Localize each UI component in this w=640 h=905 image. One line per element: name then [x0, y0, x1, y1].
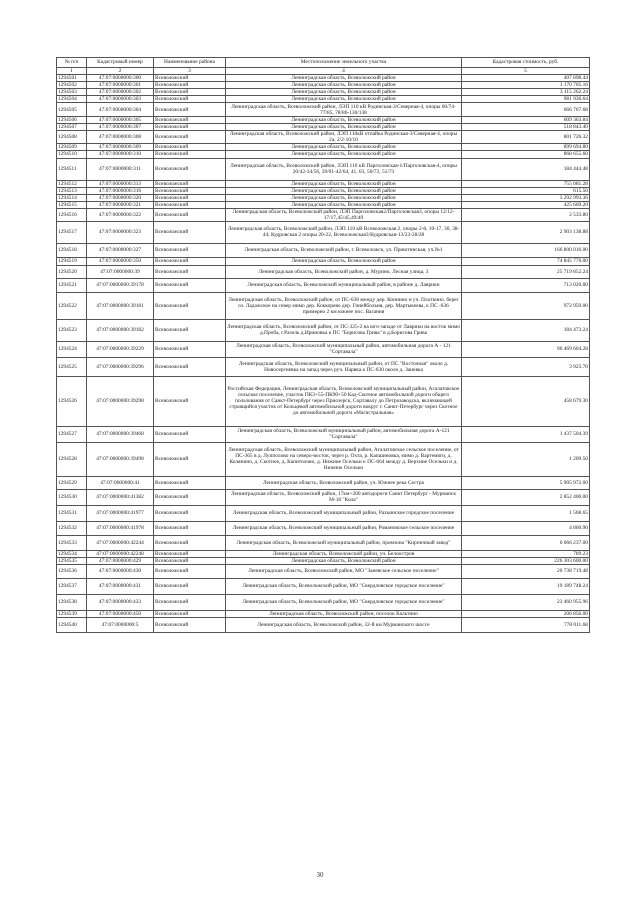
location: Ленинградская область, Всеволожский муниципальный район, промзона "Кирпичный завод" [226, 535, 462, 550]
cadastral-number: 47:07:0000000:313 [87, 180, 154, 187]
cadastral-number: 47:07:0000000:327 [87, 243, 154, 257]
district-name: Всеволожский [154, 564, 226, 578]
cadastral-value: 789.23 [462, 550, 590, 557]
location: Ленинградская область, Всеволожский район, г. Всеволожск, ул. Приютинская, уч.№1 [226, 243, 462, 257]
row-number: 1294518 [57, 243, 87, 257]
row-number: 1294502 [57, 82, 87, 89]
location: Ленинградская область, Всеволожский район, ЛЭП 110 кВ Всеволожская 2, опоры 2-8, 10-17, 30, 38-44; Кудровская 2 опоры 20-22, Всеволожская3/Кудровская-13/23-28/28 [226, 221, 462, 243]
location: Ленинградская область, Всеволожский район [226, 82, 462, 89]
district-name: Всеволожский [154, 75, 226, 82]
table-row [57, 557, 590, 564]
cadastral-value: 19 189 748.24 [462, 578, 590, 594]
cadastral-number: 47:07:0000000:429 [87, 557, 154, 564]
table-row [57, 617, 590, 632]
cadastral-value: 5 905 972.00 [462, 476, 590, 489]
cadastral-number: 47:07:0000000:323 [87, 221, 154, 243]
district-name: Всеволожский [154, 265, 226, 278]
cadastral-value: 801 726.32 [462, 131, 590, 144]
location: Ленинградская область, Всеволожский район [226, 557, 462, 564]
table-row [57, 489, 590, 505]
cadastral-number: 47:07:0000000:450 [87, 610, 154, 617]
row-number: 1294511 [57, 158, 87, 180]
cadastral-number: 47:07:0000000:304 [87, 103, 154, 117]
location: Ленинградская область, Всеволожский район [226, 187, 462, 194]
cadastral-value: 226 303 600.00 [462, 557, 590, 564]
cadastral-value: 1 170 705.16 [462, 82, 590, 89]
district-name: Всеволожский [154, 221, 226, 243]
location: Ленинградская область, Всеволожский район, от ПС-638 между дер. Коннино и уч. Плоткино, берег оз. Ладожское на север мимо дер. Коккорево дер. Гинейбольня, дер. Мартыкеева, к ПС -636 примерно 2 км южнее пос. Вагания [226, 292, 462, 319]
district-name: Всеволожский [154, 96, 226, 103]
cadastral-number: 47:07:0000000:39181 [87, 292, 154, 319]
table-row [57, 550, 590, 557]
district-name: Всеволожский [154, 257, 226, 265]
location: Ленинградская область, Всеволожский район, МО "Свердловское городское поселение" [226, 594, 462, 610]
location: Ленинградская область, Всеволожский муниципальный район, автомобильная дорога А-121 "Сортавала" [226, 426, 462, 442]
table-row [57, 221, 590, 243]
cadastral-number: 47:07:0000000:301 [87, 82, 154, 89]
cadastral-value: 868 655.60 [462, 151, 590, 158]
row-number: 1294526 [57, 376, 87, 426]
cadastral-number: 47:07:0000000:41978 [87, 521, 154, 535]
location: Ленинградская область, Всеволожский муниципальный район, Рахьинское городское поселение [226, 505, 462, 521]
row-number: 1294532 [57, 521, 87, 535]
row-number: 1294517 [57, 221, 87, 243]
location: Ленинградская область, Всеволожский район, уч. Южнее река Сестра [226, 476, 462, 489]
table-row [57, 376, 590, 426]
cadastral-value: 20 738 719.48 [462, 564, 590, 578]
header-cell: Кадастровый номер [87, 58, 154, 68]
row-number: 1294534 [57, 550, 87, 557]
district-name: Всеволожский [154, 550, 226, 557]
column-number: 5 [462, 68, 590, 75]
location: Ленинградская область, Всеволожский муниципальный район, в районе д. Лаврики [226, 278, 462, 292]
cadastral-number: 47:07:0000000:41382 [87, 489, 154, 505]
cadastral-value: 755 081.28 [462, 180, 590, 187]
district-name: Всеволожский [154, 124, 226, 131]
location: Ленинградская область, Всеволожский муниципальный район, автомобильная дорога А - 121 "Сортавала" [226, 341, 462, 357]
location: Ленинградская область, Всеволожский район, от ПС-325-2 на юго-западе от Лаврики на восток мимо д.Проба, г.Разоль д.Ириновка к ПС "Борисова Грива" в д.Борисова Грива [226, 319, 462, 341]
district-name: Всеволожский [154, 151, 226, 158]
row-number: 1294528 [57, 442, 87, 476]
table-row [57, 201, 590, 208]
table-row [57, 278, 590, 292]
cadastral-value: 1 209.50 [462, 442, 590, 476]
cadastral-value: 1 568.65 [462, 505, 590, 521]
cadastral-value: 3 115 262.24 [462, 89, 590, 96]
row-number: 1294507 [57, 124, 87, 131]
location: Ленинградская область, Всеволожский район [226, 201, 462, 208]
row-number: 1294522 [57, 292, 87, 319]
cadastral-value: 407 898.44 [462, 75, 590, 82]
row-number: 1294513 [57, 187, 87, 194]
location: Ленинградская область, Всеволожский район [226, 89, 462, 96]
cadastral-number: 47:07:0000000:300 [87, 75, 154, 82]
row-number: 1294525 [57, 357, 87, 376]
table-row [57, 319, 590, 341]
district-name: Всеволожский [154, 187, 226, 194]
cadastral-number: 47:07:0000000:39468 [87, 426, 154, 442]
table-row [57, 124, 590, 131]
row-number: 1294523 [57, 319, 87, 341]
cadastral-value: 778 011.68 [462, 617, 590, 632]
location: Ленинградская область, Всеволожский район, ЛЭП Парголовская2/Парголовская3, опоры 12/12-17/17,45/45,49/49 [226, 208, 462, 221]
cadastral-number: 47:07:0000000:5 [87, 617, 154, 632]
location: Ленинградская область, Всеволожский район [226, 96, 462, 103]
location: Ленинградская область, Всеволожский район, ЛЭП 110 кВ Парголовская-1/Парголовская-4, опоры 20/42-34/56, 39/61-42/64, 41, 63, 50/72, 51/73 [226, 158, 462, 180]
cadastral-number: 47:07:0000000:42248 [87, 550, 154, 557]
row-number: 1294537 [57, 578, 87, 594]
cadastral-value: 74 845 776.00 [462, 257, 590, 265]
table-row [57, 144, 590, 151]
table-row [57, 194, 590, 201]
cadastral-number: 47:07:0000000:303 [87, 96, 154, 103]
table-row [57, 96, 590, 103]
row-number: 1294503 [57, 89, 87, 96]
cadastral-value: 2 903 138.88 [462, 221, 590, 243]
table-row [57, 594, 590, 610]
location: Ленинградская область, Всеволожский муниципальный район, Романовское сельское поселение [226, 521, 462, 535]
location: Ленинградская область, Всеволожский район [226, 180, 462, 187]
cadastral-number: 47:07:0000000:433 [87, 594, 154, 610]
table-body [57, 75, 590, 633]
table-row [57, 180, 590, 187]
table-row [57, 521, 590, 535]
row-number: 1294510 [57, 151, 87, 158]
cadastral-value: 3 923.70 [462, 357, 590, 376]
cadastral-value: 713 020.00 [462, 278, 590, 292]
district-name: Всеволожский [154, 521, 226, 535]
location: Ленинградская область, Всеволожский район, МО "Свердловское городское поселение" [226, 578, 462, 594]
location: Ленинградская область, Всеволожский район, поселок Кальтино [226, 610, 462, 617]
location: Ленинградская область, Всеволожский район [226, 124, 462, 131]
table-row [57, 505, 590, 521]
district-name: Всеволожский [154, 376, 226, 426]
row-number: 1294529 [57, 476, 87, 489]
district-name: Всеволожский [154, 201, 226, 208]
column-number: 2 [87, 68, 154, 75]
cadastral-number: 47:07:0000000:310 [87, 151, 154, 158]
cadastral-number: 47:07:0000000:309 [87, 144, 154, 151]
district-name: Всеволожский [154, 131, 226, 144]
location: Ленинградская область, Всеволожский район [226, 75, 462, 82]
district-name: Всеволожский [154, 278, 226, 292]
table-row [57, 426, 590, 442]
row-number: 1294509 [57, 144, 87, 151]
cadastral-value: 4 860.90 [462, 521, 590, 535]
row-number: 1294519 [57, 257, 87, 265]
table-row [57, 341, 590, 357]
cadastral-value: 458 679.30 [462, 376, 590, 426]
district-name: Всеволожский [154, 158, 226, 180]
location: Российская Федерация, Ленинградская область, Всеволожский муниципальный район, Агалатовское сельское поселение, участок ПК3+55-ПК90+50 Кад-Скотное автомобильной дороги общего пользования от Санкт-Петербург через Приозерск, Сортавалу до Петрозаводска, включающей строящийся участок от Кольцевой автомобильной дороги вокруг г. Санкт-Петербург через Скотное до автомобильной дороги «Магистральная» [226, 376, 462, 426]
row-number: 1294531 [57, 505, 87, 521]
table-row [57, 243, 590, 257]
cadastral-number: 47:07:0000000:41977 [87, 505, 154, 521]
location: Ленинградская область, Всеволожский район [226, 144, 462, 151]
cadastral-value: 3 292 993.36 [462, 194, 590, 201]
cadastral-number: 47:07:0000000:39229 [87, 341, 154, 357]
cadastral-number: 47:07:0000000:39182 [87, 319, 154, 341]
row-number: 1294514 [57, 194, 87, 201]
cadastral-number: 47:07:0000000:311 [87, 158, 154, 180]
row-number: 1294520 [57, 265, 87, 278]
location: Ленинградская область, Всеволожский район, 17км+200 автодороги Санкт Петербург - Мурманск М-18 "Кола" [226, 489, 462, 505]
cadastral-value: 25 719 852.24 [462, 265, 590, 278]
cadastral-value: 425 669.20 [462, 201, 590, 208]
location: Ленинградская область, Всеволожский муниципальный район, Агалатовское сельское поселение, от ПС-365 в д. Лупполово на северо-восток, через р. Охта, р. Капшиновка, мимо д. Вартемяги, д. Колянино, д. Скотное, д. Капитолово, д. Нижние Осельки к ПС-664 между д. Верхние Осельки и д. Нижние Осельки [226, 442, 462, 476]
row-number: 1294538 [57, 594, 87, 610]
location: Ленинградская область, Всеволожский муниципальный район, от ПС "Восточная" около д. Новосергиевка на запад через руч. Нарвка к ПС-630 около д. Заневка [226, 357, 462, 376]
location: Ленинградская область, Всеволожский район [226, 194, 462, 201]
cadastral-value: 981 936.64 [462, 96, 590, 103]
cadastral-number: 47:07:0000000:430 [87, 564, 154, 578]
cadastral-value: 206 856.00 [462, 610, 590, 617]
location: Ленинградская область, Всеволожский район [226, 257, 462, 265]
cadastral-number: 47:07:0000000:305 [87, 117, 154, 124]
cadastral-number: 47:07:0000000:322 [87, 208, 154, 221]
cadastral-number: 47:07:0000000:321 [87, 201, 154, 208]
table-row [57, 476, 590, 489]
cadastral-value: 184 473.24 [462, 319, 590, 341]
district-name: Всеволожский [154, 208, 226, 221]
row-number: 1294536 [57, 564, 87, 578]
district-name: Всеволожский [154, 476, 226, 489]
table-row [57, 103, 590, 117]
district-name: Всеволожский [154, 82, 226, 89]
cadastral-value: 2 852 400.00 [462, 489, 590, 505]
district-name: Всеволожский [154, 610, 226, 617]
district-name: Всеволожский [154, 594, 226, 610]
cadastral-value: 23 460 955.96 [462, 594, 590, 610]
cadastral-value: 6 066 237.00 [462, 535, 590, 550]
cadastral-number: 47:07:0000000:41 [87, 476, 154, 489]
district-name: Всеволожский [154, 117, 226, 124]
row-number: 1294535 [57, 557, 87, 564]
header-row [57, 58, 590, 68]
header-cell: Местоположение земельного участка [226, 58, 462, 68]
row-number: 1294516 [57, 208, 87, 221]
table-row [57, 564, 590, 578]
district-name: Всеволожский [154, 442, 226, 476]
header-cell: № п/п [57, 58, 87, 68]
row-number: 1294527 [57, 426, 87, 442]
cadastral-value: 518 843.40 [462, 124, 590, 131]
district-name: Всеволожский [154, 89, 226, 96]
cadastral-value: 96 469 604.28 [462, 341, 590, 357]
header-cell: Кадастровая стоимость, руб. [462, 58, 590, 68]
cadastral-value: 1 437 504.39 [462, 426, 590, 442]
cadastral-value: 666 767.68 [462, 103, 590, 117]
row-number: 1294515 [57, 201, 87, 208]
district-name: Всеволожский [154, 144, 226, 151]
table-row [57, 442, 590, 476]
table-row [57, 131, 590, 144]
district-name: Всеволожский [154, 319, 226, 341]
table-row [57, 208, 590, 221]
cadastral-number: 47:07:0000000:431 [87, 578, 154, 594]
district-name: Всеволожский [154, 194, 226, 201]
location: Ленинградская область, Всеволожский район, ЛЭП 110 кВ Родинская-3/Северная-4, опоры 66/74-77/85, 78/86-130/138 [226, 103, 462, 117]
cadastral-number: 47:07:0000000:39 [87, 265, 154, 278]
row-number: 1294504 [57, 96, 87, 103]
location: Ленинградская область, Всеволожский район [226, 151, 462, 158]
district-name: Всеволожский [154, 292, 226, 319]
location: Ленинградская область, Всеволожский район, д. Мурино, Лесная улица, 3 [226, 265, 462, 278]
district-name: Всеволожский [154, 243, 226, 257]
district-name: Всеволожский [154, 180, 226, 187]
cadastral-number: 47:07:0000000:350 [87, 257, 154, 265]
table-row [57, 610, 590, 617]
column-number-row [57, 68, 590, 75]
column-number: 1 [57, 68, 87, 75]
cadastral-number: 47:07:0000000:302 [87, 89, 154, 96]
row-number: 1294508 [57, 131, 87, 144]
cadastral-value: 615.50 [462, 187, 590, 194]
cadastral-number: 47:07:0000000:39296 [87, 357, 154, 376]
cadastral-number: 47:07:0000000:320 [87, 194, 154, 201]
table-row [57, 187, 590, 194]
table-row [57, 82, 590, 89]
table-row [57, 257, 590, 265]
row-number: 1294506 [57, 117, 87, 124]
district-name: Всеволожский [154, 535, 226, 550]
row-number: 1294533 [57, 535, 87, 550]
district-name: Всеволожский [154, 557, 226, 564]
table-row [57, 578, 590, 594]
column-number: 4 [226, 68, 462, 75]
district-name: Всеволожский [154, 505, 226, 521]
row-number: 1294521 [57, 278, 87, 292]
cadastral-number: 47:07:0000000:307 [87, 124, 154, 131]
row-number: 1294512 [57, 180, 87, 187]
district-name: Всеволожский [154, 426, 226, 442]
cadastral-value: 184 444.48 [462, 158, 590, 180]
row-number: 1294539 [57, 610, 87, 617]
row-number: 1294530 [57, 489, 87, 505]
district-name: Всеволожский [154, 489, 226, 505]
cadastral-number: 47:07:0000000:39498 [87, 442, 154, 476]
district-name: Всеволожский [154, 103, 226, 117]
table-row [57, 535, 590, 550]
table-row [57, 89, 590, 96]
table-row [57, 117, 590, 124]
table-row [57, 357, 590, 376]
table-row [57, 158, 590, 180]
location: Ленинградская область, Всеволожский район, 32-й км Мурманского шоссе [226, 617, 462, 632]
row-number: 1294501 [57, 75, 87, 82]
cadastral-number: 47:07:0000000:308 [87, 131, 154, 144]
location: Ленинградская область, Всеволожский район, уч. Белоостров [226, 550, 462, 557]
cadastral-value: 899 694.80 [462, 144, 590, 151]
cadastral-value: 972 959.00 [462, 292, 590, 319]
table-row [57, 292, 590, 319]
district-name: Всеволожский [154, 617, 226, 632]
cadastral-table [56, 57, 590, 633]
district-name: Всеволожский [154, 341, 226, 357]
cadastral-number: 47:07:0000000:39298 [87, 376, 154, 426]
location: Ленинградская область, Всеволожский район [226, 117, 462, 124]
cadastral-value: 166 800 016.00 [462, 243, 590, 257]
table-row [57, 151, 590, 158]
header-cell: Наименование района [154, 58, 226, 68]
row-number: 1294540 [57, 617, 87, 632]
page-number: 30 [316, 871, 324, 879]
location: Ленинградская область, Всеволожский район, МО "Заневское сельское поселение" [226, 564, 462, 578]
cadastral-value: 2 533.80 [462, 208, 590, 221]
row-number: 1294505 [57, 103, 87, 117]
cadastral-number: 47:07:0000000:39178 [87, 278, 154, 292]
district-name: Всеволожский [154, 357, 226, 376]
cadastral-number: 47:07:0000000:316 [87, 187, 154, 194]
cadastral-number: 47:07:0000000:42244 [87, 535, 154, 550]
column-number: 3 [154, 68, 226, 75]
table-row [57, 265, 590, 278]
location: Ленинградская область, Всеволожский район, ЛЭП 110кВ отпайка Родинская-3/Северная-4, опоры 2а, 2/2-10/10 [226, 131, 462, 144]
row-number: 1294524 [57, 341, 87, 357]
table-row [57, 75, 590, 82]
district-name: Всеволожский [154, 578, 226, 594]
cadastral-value: 609 363.84 [462, 117, 590, 124]
